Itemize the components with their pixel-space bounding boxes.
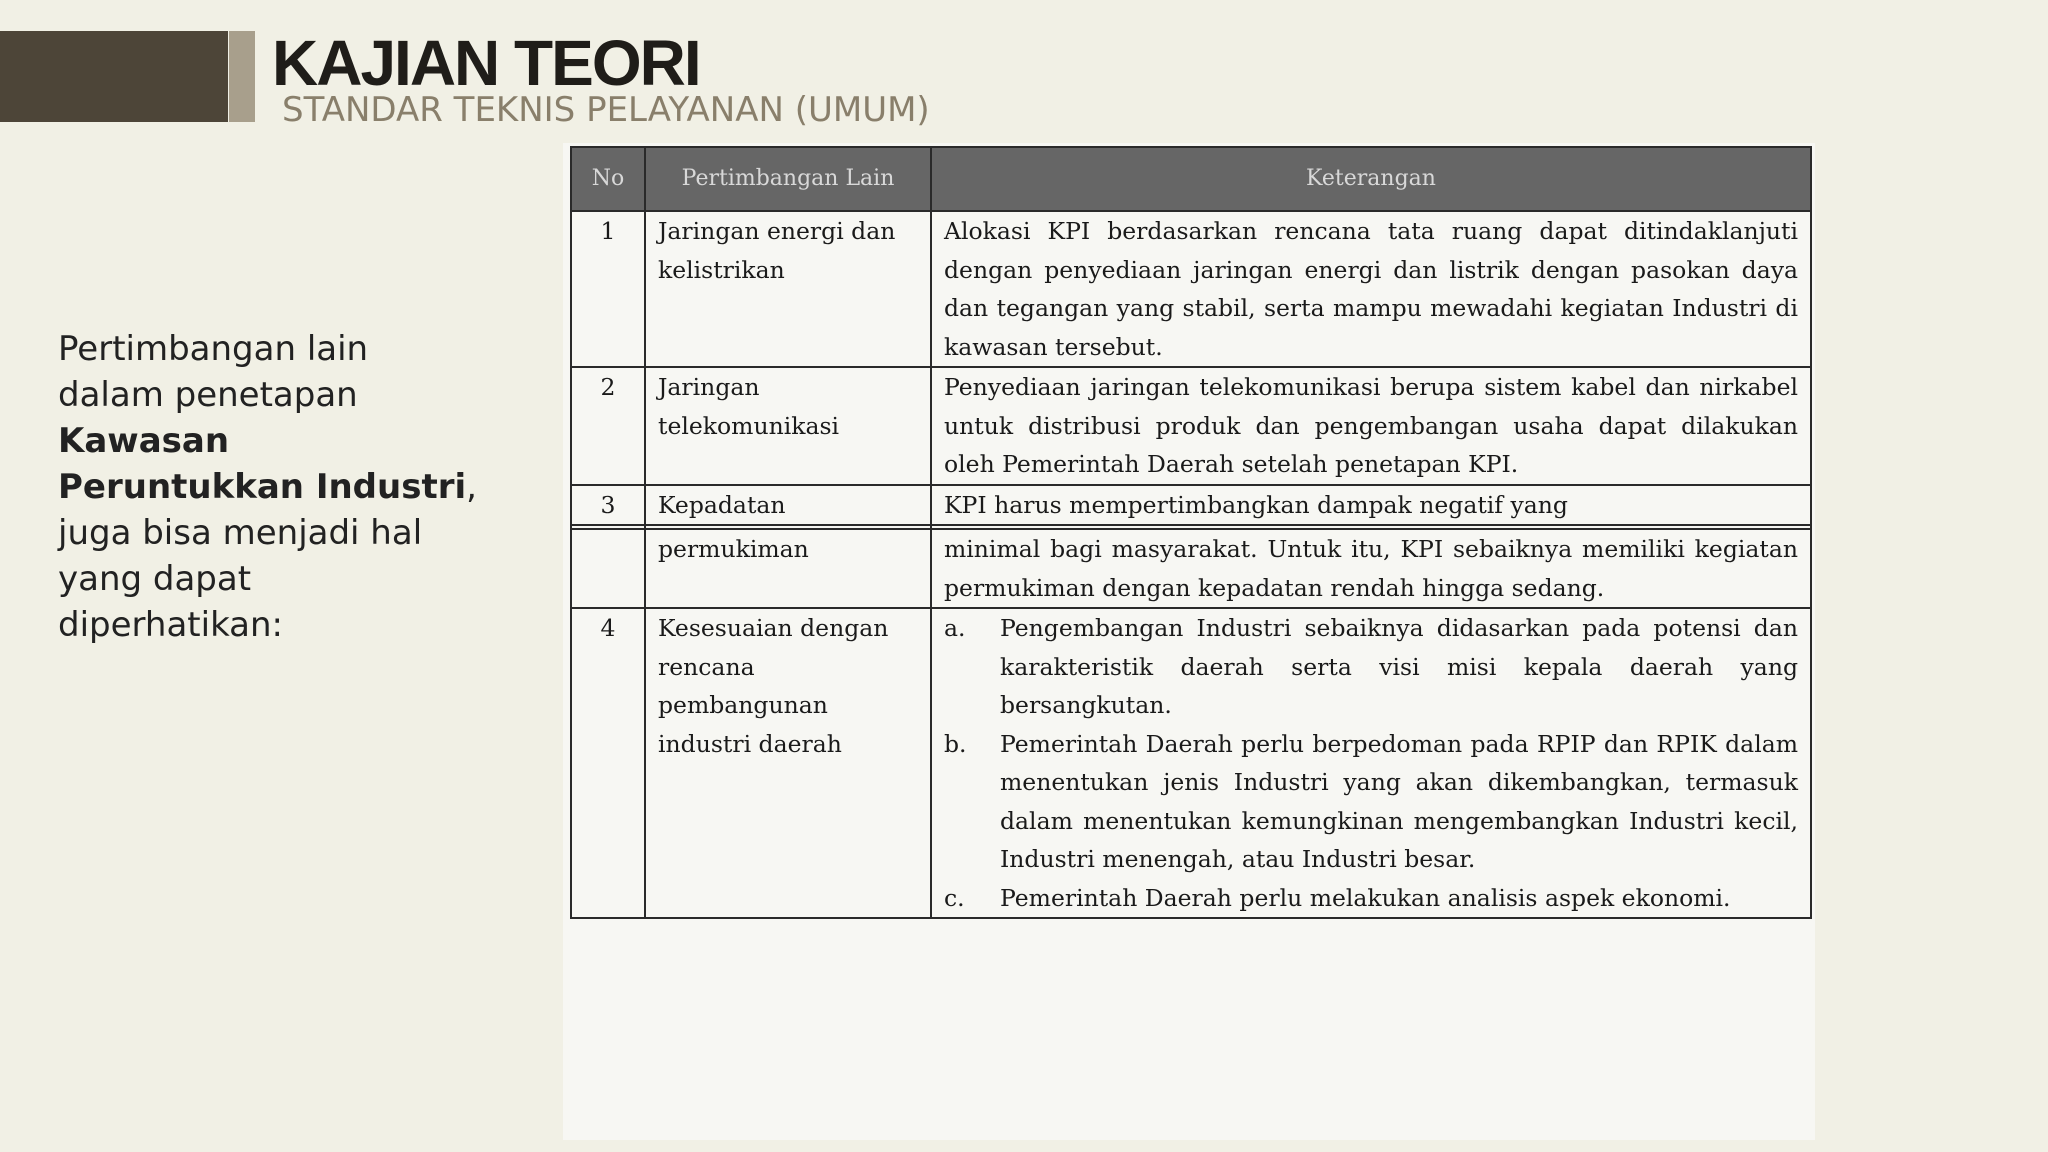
- cell-keterangan: Penyediaan jaringan telekomunikasi berupa sistem kabel dan nirkabel untuk distribusi produk dan pengembangan usaha dapat dilakukan oleh Pemerintah Daerah setelah penetapan KPI.: [931, 367, 1811, 485]
- table-row: [571, 367, 1811, 485]
- cell-no: 4: [571, 608, 645, 918]
- cell-pertimbangan: Kepadatan: [645, 485, 931, 526]
- side-text-line: Pertimbangan lain: [58, 329, 369, 369]
- table-row: [571, 608, 1811, 918]
- table-row-continued: [571, 529, 1811, 608]
- list-item: [944, 879, 1798, 918]
- cell-keterangan: minimal bagi masyarakat. Untuk itu, KPI sebaiknya memiliki kegiatan permukiman dengan kepadatan rendah hingga sedang.: [931, 529, 1811, 608]
- cell-pertimbangan: permukiman: [645, 529, 931, 608]
- cell-pertimbangan: Jaringan energi dan kelistrikan: [645, 211, 931, 367]
- header-keterangan: Keterangan: [931, 147, 1811, 211]
- cell-pertimbangan: Jaringan telekomunikasi: [645, 367, 931, 485]
- side-text-comma: ,: [466, 467, 477, 507]
- header-accent-bar-light: [229, 31, 255, 122]
- list-marker: a.: [944, 614, 966, 642]
- list-item-text: Pemerintah Daerah perlu berpedoman pada RPIP dan RPIK dalam menentukan jenis Industri yang akan dikembangkan, termasuk dalam menentukan kemungkinan mengembangkan Industri kecil, Industri menengah, atau Industri besar.: [1000, 729, 1798, 873]
- cell-no: 3: [571, 485, 645, 526]
- table-header-row: [571, 147, 1811, 211]
- side-text-line: dalam penetapan: [58, 375, 358, 415]
- keterangan-list: [944, 609, 1798, 917]
- side-text-line: juga bisa menjadi hal: [58, 513, 423, 553]
- header-accent-bar-dark: [0, 31, 228, 122]
- cell-pertimbangan: Kesesuaian dengan rencana pembangunan industri daerah: [645, 608, 931, 918]
- cell-no: 2: [571, 367, 645, 485]
- list-item: [944, 609, 1798, 725]
- side-text-bold: Kawasan: [58, 421, 230, 461]
- cell-keterangan: Alokasi KPI berdasarkan rencana tata ruang dapat ditindaklanjuti dengan penyediaan jaringan energi dan listrik dengan pasokan daya dan tegangan yang stabil, serta mampu mewadahi kegiatan Industri di kawasan tersebut.: [931, 211, 1811, 367]
- scanned-table-image: [563, 143, 1815, 1140]
- table-row: [571, 485, 1811, 526]
- side-text-line: yang dapat: [58, 559, 252, 599]
- cell-keterangan: KPI harus mempertimbangkan dampak negatif yang: [931, 485, 1811, 526]
- side-text-bold: Peruntukkan Industri: [58, 467, 467, 507]
- cell-no-empty: [571, 529, 645, 608]
- side-description: [58, 326, 478, 648]
- list-marker: c.: [944, 883, 965, 912]
- slide-title: KAJIAN TEORI: [272, 27, 700, 99]
- header-pertimbangan: Pertimbangan Lain: [645, 147, 931, 211]
- cell-no: 1: [571, 211, 645, 367]
- cell-keterangan-list: [931, 608, 1811, 918]
- list-marker: b.: [944, 729, 967, 758]
- header-no: No: [571, 147, 645, 211]
- side-text-line: diperhatikan:: [58, 605, 284, 645]
- list-item: [944, 725, 1798, 879]
- table-row: [571, 211, 1811, 367]
- pertimbangan-table: [570, 146, 1812, 919]
- list-item-text: Pemerintah Daerah perlu melakukan analisis aspek ekonomi.: [1000, 883, 1731, 912]
- slide-subtitle: STANDAR TEKNIS PELAYANAN (UMUM): [282, 90, 930, 130]
- list-item-text: Pengembangan Industri sebaiknya didasarkan pada potensi dan karakteristik daerah serta visi misi kepala daerah yang bersangkutan.: [1000, 614, 1798, 719]
